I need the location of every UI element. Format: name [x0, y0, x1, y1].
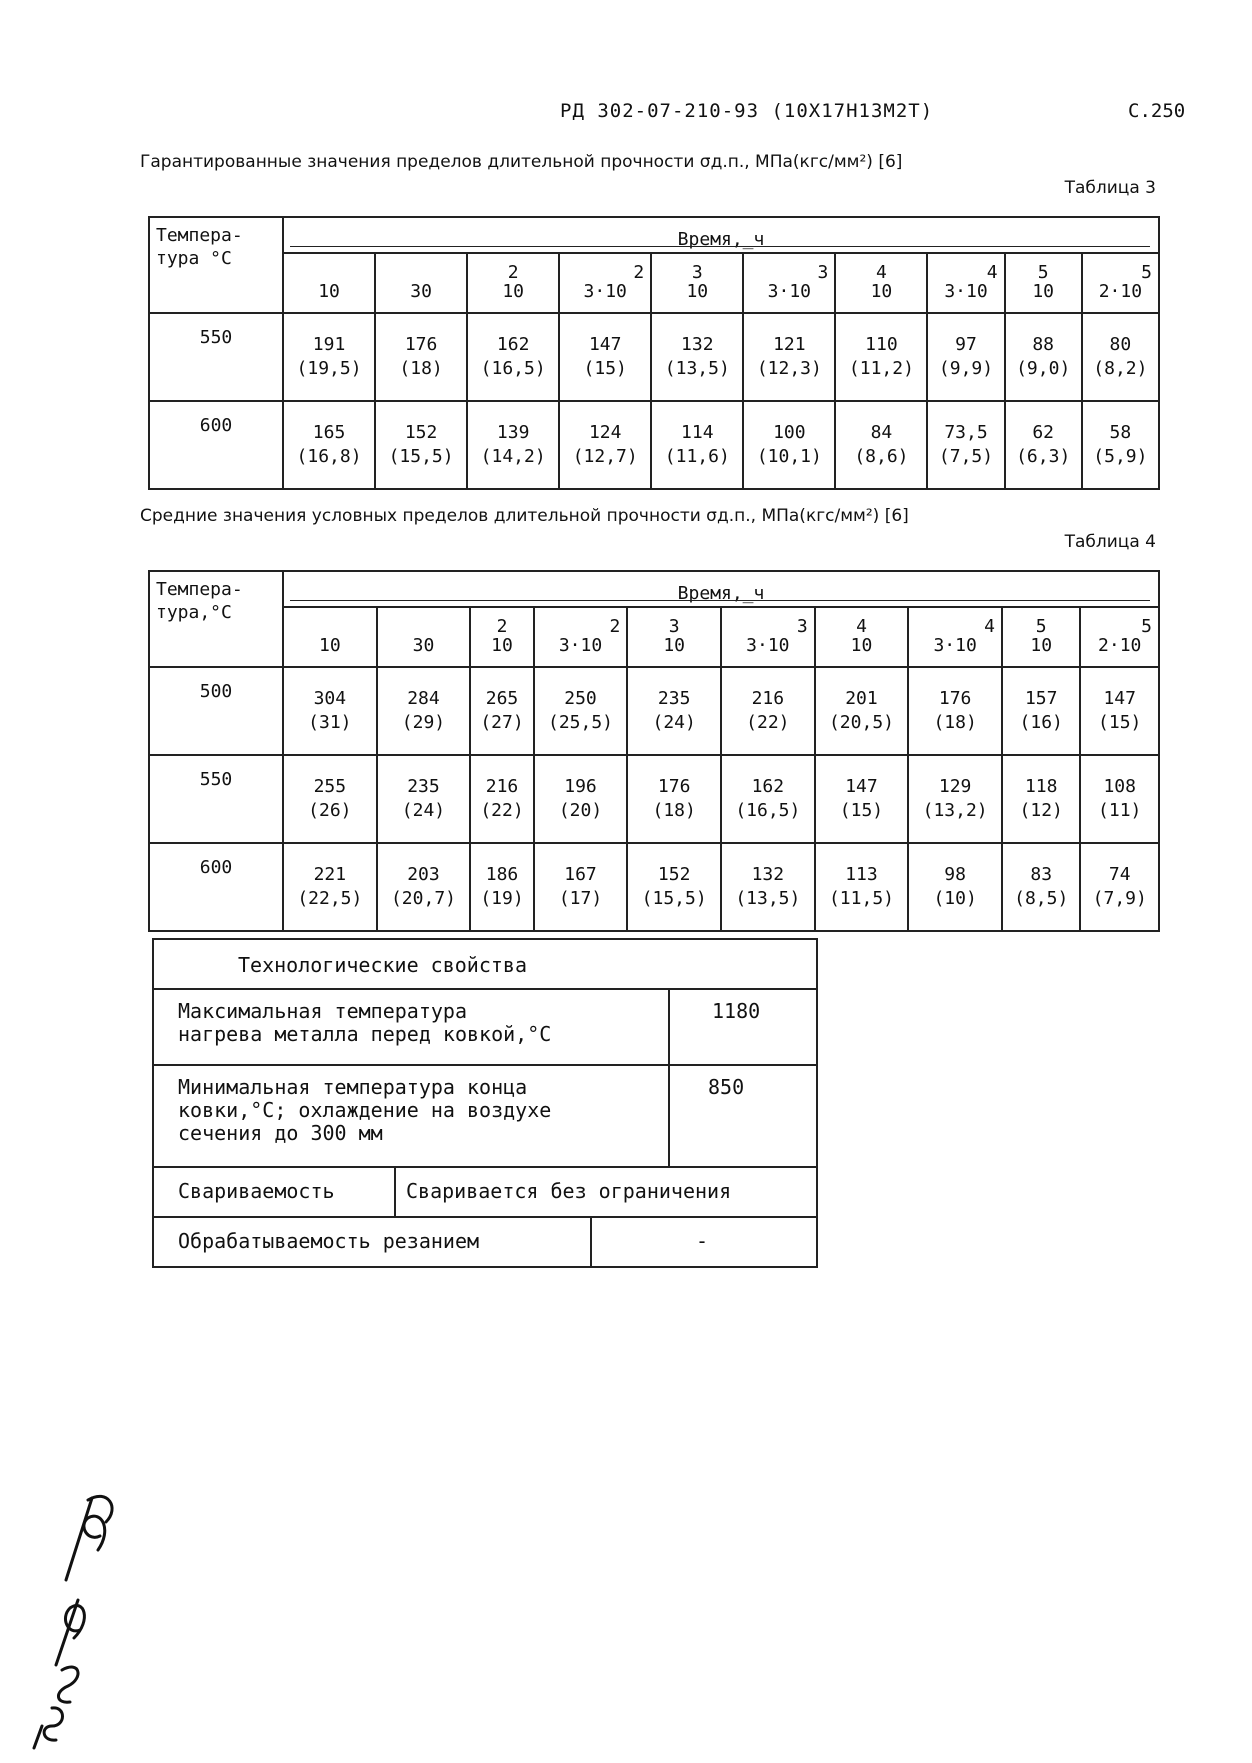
value-cell: 118 (12)	[1002, 755, 1081, 843]
value-cell: 74 (7,9)	[1080, 843, 1159, 931]
value-cell: 132 (13,5)	[721, 843, 815, 931]
temperature-cell: 500	[149, 667, 283, 755]
document-code: РД 302-07-210-93 (10Х17Н13М2Т)	[560, 100, 934, 122]
value-cell: 196 (20)	[534, 755, 628, 843]
value-cell: 191 (19,5)	[283, 313, 375, 401]
min-temp-label: Минимальная температура конца ковки,°С; охлаждение на воздухе сечения до 300 мм	[178, 1075, 552, 1145]
value-cell: 176 (18)	[375, 313, 467, 401]
value-cell: 129 (13,2)	[908, 755, 1002, 843]
value-cell: 121 (12,3)	[743, 313, 835, 401]
column-header: 3 10	[627, 607, 721, 667]
machinability-label: Обрабатываемость резанием	[178, 1229, 480, 1253]
value-cell: 162 (16,5)	[467, 313, 559, 401]
value-cell: 84 (8,6)	[835, 401, 927, 489]
value-cell: 235 (24)	[627, 667, 721, 755]
value-cell: 80 (8,2)	[1082, 313, 1159, 401]
column-header: 4 3·10	[908, 607, 1002, 667]
column-header: 30	[377, 607, 471, 667]
value-cell: 88 (9,0)	[1005, 313, 1082, 401]
table-row	[149, 755, 1159, 843]
value-cell: 108 (11)	[1080, 755, 1159, 843]
column-header: 5 2·10	[1082, 253, 1159, 313]
value-cell: 110 (11,2)	[835, 313, 927, 401]
temperature-cell: 600	[149, 401, 283, 489]
table-row	[149, 667, 1159, 755]
value-cell: 167 (17)	[534, 843, 628, 931]
min-temp-value: 850	[708, 1075, 745, 1099]
column-header: 10	[283, 253, 375, 313]
value-cell: 265 (27)	[470, 667, 533, 755]
value-cell: 255 (26)	[283, 755, 377, 843]
table-row	[149, 401, 1159, 489]
weldability-value: Сваривается без ограничения	[406, 1179, 732, 1203]
table4-label: Таблица 4	[1064, 532, 1156, 552]
value-cell: 113 (11,5)	[815, 843, 909, 931]
value-cell: 97 (9,9)	[927, 313, 1004, 401]
column-header: 5 2·10	[1080, 607, 1159, 667]
value-cell: 152 (15,5)	[627, 843, 721, 931]
value-cell: 176 (18)	[627, 755, 721, 843]
time-header: Время,_ч	[283, 217, 1159, 253]
value-cell: 114 (11,6)	[651, 401, 743, 489]
table4	[148, 570, 1160, 932]
table-row	[149, 313, 1159, 401]
table3-label: Таблица 3	[1064, 178, 1156, 198]
value-cell: 203 (20,7)	[377, 843, 471, 931]
column-header: 2 3·10	[559, 253, 651, 313]
value-cell: 176 (18)	[908, 667, 1002, 755]
value-cell: 83 (8,5)	[1002, 843, 1081, 931]
column-header: 10	[283, 607, 377, 667]
handwritten-signature	[22, 1490, 142, 1752]
value-cell: 100 (10,1)	[743, 401, 835, 489]
value-cell: 186 (19)	[470, 843, 533, 931]
column-header: 4 10	[815, 607, 909, 667]
value-cell: 98 (10)	[908, 843, 1002, 931]
column-header: 30	[375, 253, 467, 313]
column-header: 3 3·10	[721, 607, 815, 667]
temperature-cell: 550	[149, 755, 283, 843]
value-cell: 304 (31)	[283, 667, 377, 755]
column-header: 3 10	[651, 253, 743, 313]
max-temp-label: Максимальная температура нагрева металла перед ковкой,°С	[178, 999, 552, 1046]
value-cell: 147 (15)	[1080, 667, 1159, 755]
temp-header: Темпера- тура °С	[149, 217, 283, 313]
value-cell: 58 (5,9)	[1082, 401, 1159, 489]
column-header: 2 3·10	[534, 607, 628, 667]
value-cell: 157 (16)	[1002, 667, 1081, 755]
value-cell: 62 (6,3)	[1005, 401, 1082, 489]
value-cell: 201 (20,5)	[815, 667, 909, 755]
column-headers	[149, 253, 1159, 313]
value-cell: 147 (15)	[815, 755, 909, 843]
weldability-label: Свариваемость	[178, 1179, 335, 1203]
column-header: 5 10	[1005, 253, 1082, 313]
column-header: 4 10	[835, 253, 927, 313]
value-cell: 165 (16,8)	[283, 401, 375, 489]
value-cell: 221 (22,5)	[283, 843, 377, 931]
column-header: 2 10	[470, 607, 533, 667]
page-number: С.250	[1128, 100, 1186, 122]
value-cell: 124 (12,7)	[559, 401, 651, 489]
temp-header: Темпера- тура,°С	[149, 571, 283, 667]
table4-caption: Средние значения условных пределов длительной прочности σд.п., МПа(кгс/мм²) [6]	[140, 506, 909, 526]
value-cell: 235 (24)	[377, 755, 471, 843]
value-cell: 73,5 (7,5)	[927, 401, 1004, 489]
value-cell: 162 (16,5)	[721, 755, 815, 843]
value-cell: 250 (25,5)	[534, 667, 628, 755]
value-cell: 147 (15)	[559, 313, 651, 401]
value-cell: 216 (22)	[470, 755, 533, 843]
table3-caption: Гарантированные значения пределов длительной прочности σд.п., МПа(кгс/мм²) [6]	[140, 152, 903, 172]
table3	[148, 216, 1160, 490]
tech-title: Технологические свойства	[238, 953, 527, 977]
max-temp-value: 1180	[712, 999, 761, 1023]
value-cell: 139 (14,2)	[467, 401, 559, 489]
column-headers	[149, 607, 1159, 667]
value-cell: 284 (29)	[377, 667, 471, 755]
tech-properties-table	[152, 938, 818, 1268]
value-cell: 152 (15,5)	[375, 401, 467, 489]
table-row	[149, 843, 1159, 931]
column-header: 4 3·10	[927, 253, 1004, 313]
column-header: 2 10	[467, 253, 559, 313]
column-header: 5 10	[1002, 607, 1081, 667]
time-header: Время,_ч	[283, 571, 1159, 607]
value-cell: 216 (22)	[721, 667, 815, 755]
value-cell: 132 (13,5)	[651, 313, 743, 401]
column-header: 3 3·10	[743, 253, 835, 313]
temperature-cell: 600	[149, 843, 283, 931]
machinability-value: -	[696, 1229, 709, 1253]
temperature-cell: 550	[149, 313, 283, 401]
